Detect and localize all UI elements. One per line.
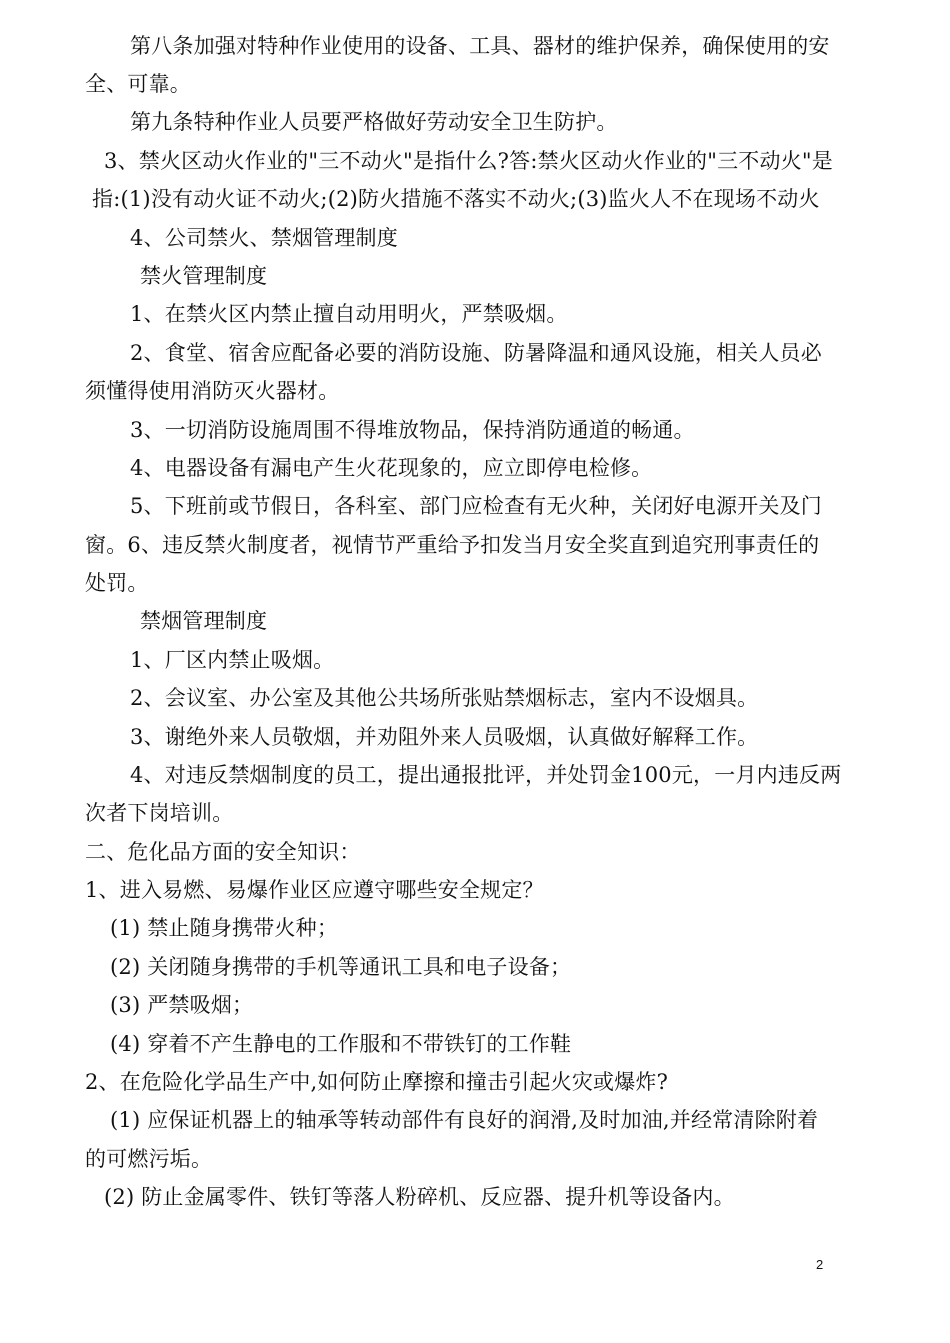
text-line: 4、电器设备有漏电产生火花现象的，应立即停电检修。	[130, 456, 653, 480]
text-line: 2、食堂、宿舍应配备必要的消防设施、防暑降温和通风设施，相关人员必	[130, 341, 822, 365]
text-line: 的可燃污垢。	[85, 1147, 213, 1171]
list-item: (1) 禁止随身携带火种；	[110, 916, 339, 940]
section-heading: 二、危化品方面的安全知识：	[85, 840, 361, 864]
text-line: 3、禁火区动火作业的"三不动火"是指什么?答:禁火区动火作业的"三不动火"是	[104, 149, 833, 173]
text-line: 指:(1)没有动火证不动火;(2)防火措施不落实不动火;(3)监火人不在现场不动火	[92, 187, 820, 211]
section-heading: 4、公司禁火、禁烟管理制度	[130, 226, 398, 250]
list-item: (2) 关闭随身携带的手机等通讯工具和电子设备；	[110, 955, 572, 979]
text-line: 第八条加强对特种作业使用的设备、工具、器材的维护保养，确保使用的安	[130, 34, 830, 58]
subsection-title: 禁火管理制度	[140, 264, 268, 288]
text-line: 5、下班前或节假日，各科室、部门应检查有无火种，关闭好电源开关及门	[130, 494, 822, 518]
text-line: 全、可靠。	[85, 72, 191, 96]
text-line: 次者下岗培训。	[85, 801, 234, 825]
question-line: 2、在危险化学品生产中,如何防止摩擦和撞击引起火灾或爆炸?	[85, 1070, 669, 1094]
text-line: 4、对违反禁烟制度的员工，提出通报批评，并处罚金100元，一月内违反两	[130, 763, 842, 787]
text-line: 须懂得使用消防灭火器材。	[85, 379, 340, 403]
question-line: 1、进入易燃、易爆作业区应遵守哪些安全规定？	[85, 878, 544, 902]
text-line: 1、在禁火区内禁止擅自动用明火，严禁吸烟。	[130, 302, 568, 326]
list-item: (2) 防止金属零件、铁钉等落人粉碎机、反应器、提升机等设备内。	[104, 1185, 735, 1209]
list-item: (1) 应保证机器上的轴承等转动部件有良好的润滑,及时加油,并经常清除附着	[110, 1108, 819, 1132]
text-line: 窗。6、违反禁火制度者，视情节严重给予扣发当月安全奖直到追究刑事责任的	[85, 533, 820, 557]
subsection-title: 禁烟管理制度	[140, 609, 268, 633]
text-line: 第九条特种作业人员要严格做好劳动安全卫生防护。	[130, 110, 618, 134]
text-line: 3、一切消防设施周围不得堆放物品，保持消防通道的畅通。	[130, 418, 695, 442]
text-line: 2、会议室、办公室及其他公共场所张贴禁烟标志，室内不设烟具。	[130, 686, 759, 710]
text-line: 处罚。	[85, 571, 149, 595]
text-line: 3、谢绝外来人员敬烟，并劝阻外来人员吸烟，认真做好解释工作。	[130, 725, 759, 749]
page-number: 2	[816, 1257, 824, 1272]
list-item: (4) 穿着不产生静电的工作服和不带铁钉的工作鞋	[110, 1032, 572, 1056]
list-item: (3) 严禁吸烟；	[110, 993, 254, 1017]
text-line: 1、厂区内禁止吸烟。	[130, 648, 335, 672]
